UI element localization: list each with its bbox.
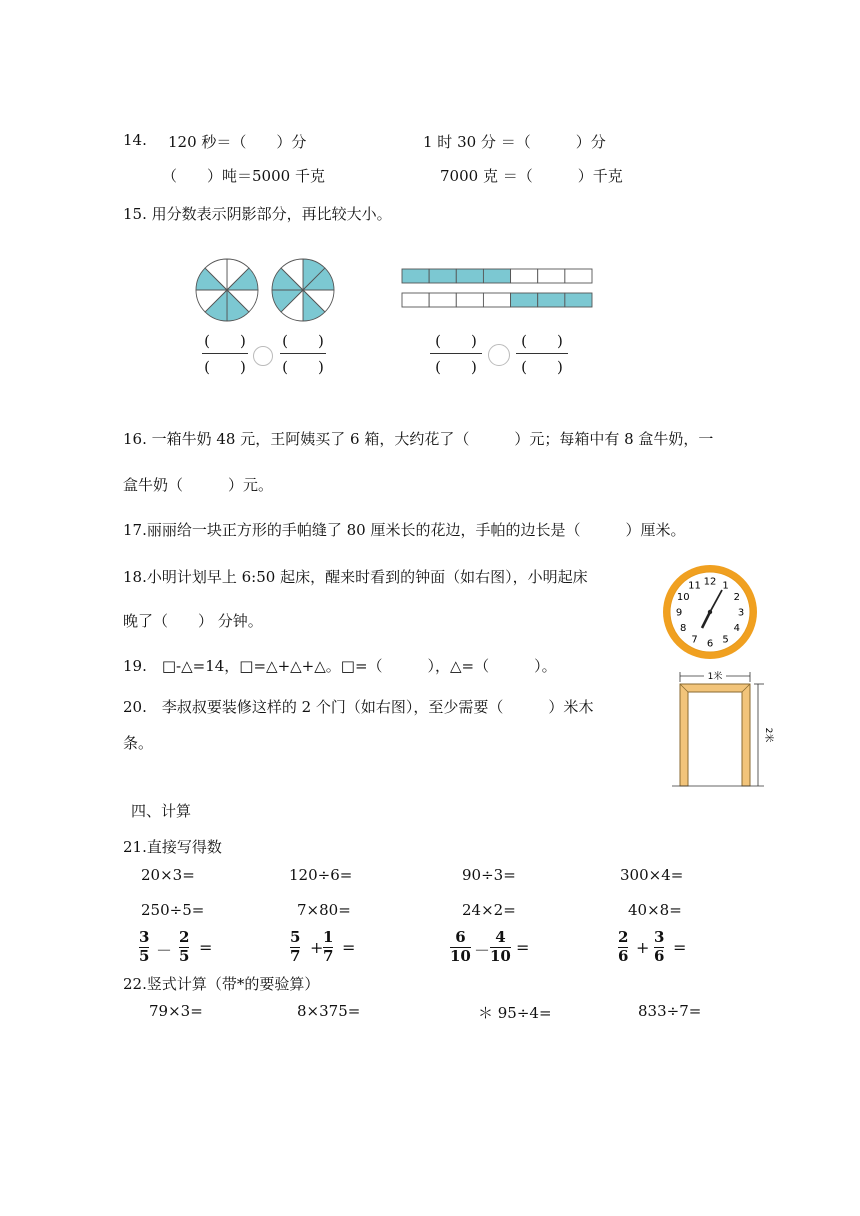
fraction-bars — [402, 269, 592, 307]
clock-number: 3 — [737, 607, 745, 619]
q21-title: 21.直接写得数 — [123, 838, 222, 856]
q20-line1: 20. 李叔叔要装修这样的 2 个门（如右图），至少需要（ ）米木 — [123, 698, 594, 716]
q21-item: 250÷5= — [141, 901, 205, 919]
q16-line2: 盒牛奶（ ）元。 — [123, 476, 274, 494]
bar-cell — [538, 293, 565, 307]
clock-number: 9 — [675, 607, 683, 619]
door-width-label: 1米 — [707, 672, 723, 682]
q21-item: 90÷3= — [462, 866, 516, 884]
fraction: 2 6 — [618, 928, 629, 965]
q15-blank-right-1: ( ) ( ) — [428, 330, 484, 377]
q15-figure — [185, 250, 665, 390]
fraction-circle-1 — [196, 259, 258, 321]
fraction: 3 6 — [654, 928, 665, 965]
q15-text: 15. 用分数表示阴影部分，再比较大小。 — [123, 205, 392, 223]
q21-item: 7×80= — [297, 901, 351, 919]
fraction: 5 7 — [290, 928, 301, 965]
clock-number: 12 — [703, 576, 717, 588]
q20-line2: 条。 — [123, 734, 154, 752]
bar-cell — [402, 269, 429, 283]
bar-cell — [429, 293, 456, 307]
q15-blank-right-2: ( ) ( ) — [514, 330, 570, 377]
clock-number: 4 — [733, 623, 740, 634]
clock-number: 6 — [706, 638, 714, 650]
q22-title: 22.竖式计算（带*的要验算） — [123, 975, 320, 993]
clock-number: 5 — [722, 634, 729, 646]
q21-item: 40×8= — [628, 901, 682, 919]
clock-number: 2 — [733, 592, 740, 603]
clock-number: 8 — [680, 623, 687, 634]
fraction: 2 5 — [179, 928, 190, 965]
fraction: 4 10 — [490, 928, 511, 965]
bar-cell — [511, 293, 538, 307]
clock-number: 7 — [691, 634, 698, 646]
clock-figure — [660, 562, 760, 662]
bar-cell — [456, 293, 483, 307]
equals: = — [199, 938, 213, 957]
q16-line1: 16. 一箱牛奶 48 元，王阿姨买了 6 箱，大约花了（ ）元；每箱中有 8 盒牛奶，一 — [123, 430, 714, 448]
bar-cell — [565, 269, 592, 283]
q21-item: 20×3= — [141, 866, 195, 884]
q21-item: 300×4= — [620, 866, 684, 884]
equals: = — [342, 938, 356, 957]
q15-compare-circle-1 — [253, 346, 273, 366]
equals: = — [673, 938, 687, 957]
q18-line2: 晚了（ ） 分钟。 — [123, 612, 263, 630]
q21-item: 24×2= — [462, 901, 516, 919]
bar-cell — [402, 293, 429, 307]
clock-number: 1 — [722, 580, 729, 592]
bar-cell — [483, 269, 510, 283]
door-figure — [672, 668, 782, 793]
bar-cell — [538, 269, 565, 283]
q15-blank-left-2: ( ) ( ) — [278, 330, 328, 377]
section-title: 四、计算 — [131, 802, 192, 820]
q17-text: 17.丽丽给一块正方形的手帕缝了 80 厘米长的花边，手帕的边长是（ ）厘米。 — [123, 521, 686, 539]
operator: + — [310, 938, 324, 957]
clock-number: 10 — [676, 592, 690, 603]
bar-cell — [456, 269, 483, 283]
operator: － — [474, 941, 491, 960]
q22-item: 8×375= — [297, 1002, 361, 1020]
fraction: 1 7 — [323, 928, 334, 965]
bar-cell — [511, 269, 538, 283]
clock-number: 11 — [688, 580, 701, 592]
fraction-circle-2 — [272, 259, 334, 321]
q15-blank-left-1: ( ) ( ) — [200, 330, 250, 377]
door-frame — [680, 684, 750, 786]
q14-number: 14. — [123, 131, 147, 149]
equals: = — [516, 938, 530, 957]
bar-cell — [483, 293, 510, 307]
operator: － — [156, 941, 173, 960]
fraction: 6 10 — [450, 928, 471, 965]
q22-item: 79×3= — [149, 1002, 203, 1020]
bar-cell — [565, 293, 592, 307]
q14-blank-c: （ ）吨＝5000 千克 — [162, 167, 325, 185]
fraction: 3 5 — [139, 928, 150, 965]
operator: + — [636, 938, 650, 957]
q19-text: 19. □-△=14，□=△+△+△。□=（ ），△=（ ）。 — [123, 657, 557, 675]
q14-blank-b: 1 时 30 分 ＝（ ）分 — [423, 133, 606, 151]
door-height-label: 2米 — [763, 727, 773, 743]
q14-blank-a: 120 秒＝（ ）分 — [168, 133, 307, 151]
q15-compare-circle-2 — [488, 344, 510, 366]
q22-item: ＊ 95÷4= — [478, 1004, 552, 1022]
q22-item: 833÷7= — [638, 1002, 702, 1020]
bar-cell — [429, 269, 456, 283]
q21-item: 120÷6= — [289, 866, 353, 884]
q18-line1: 18.小明计划早上 6:50 起床，醒来时看到的钟面（如右图），小明起床 — [123, 568, 588, 586]
q14-blank-d: 7000 克 ＝（ ）千克 — [440, 167, 623, 185]
